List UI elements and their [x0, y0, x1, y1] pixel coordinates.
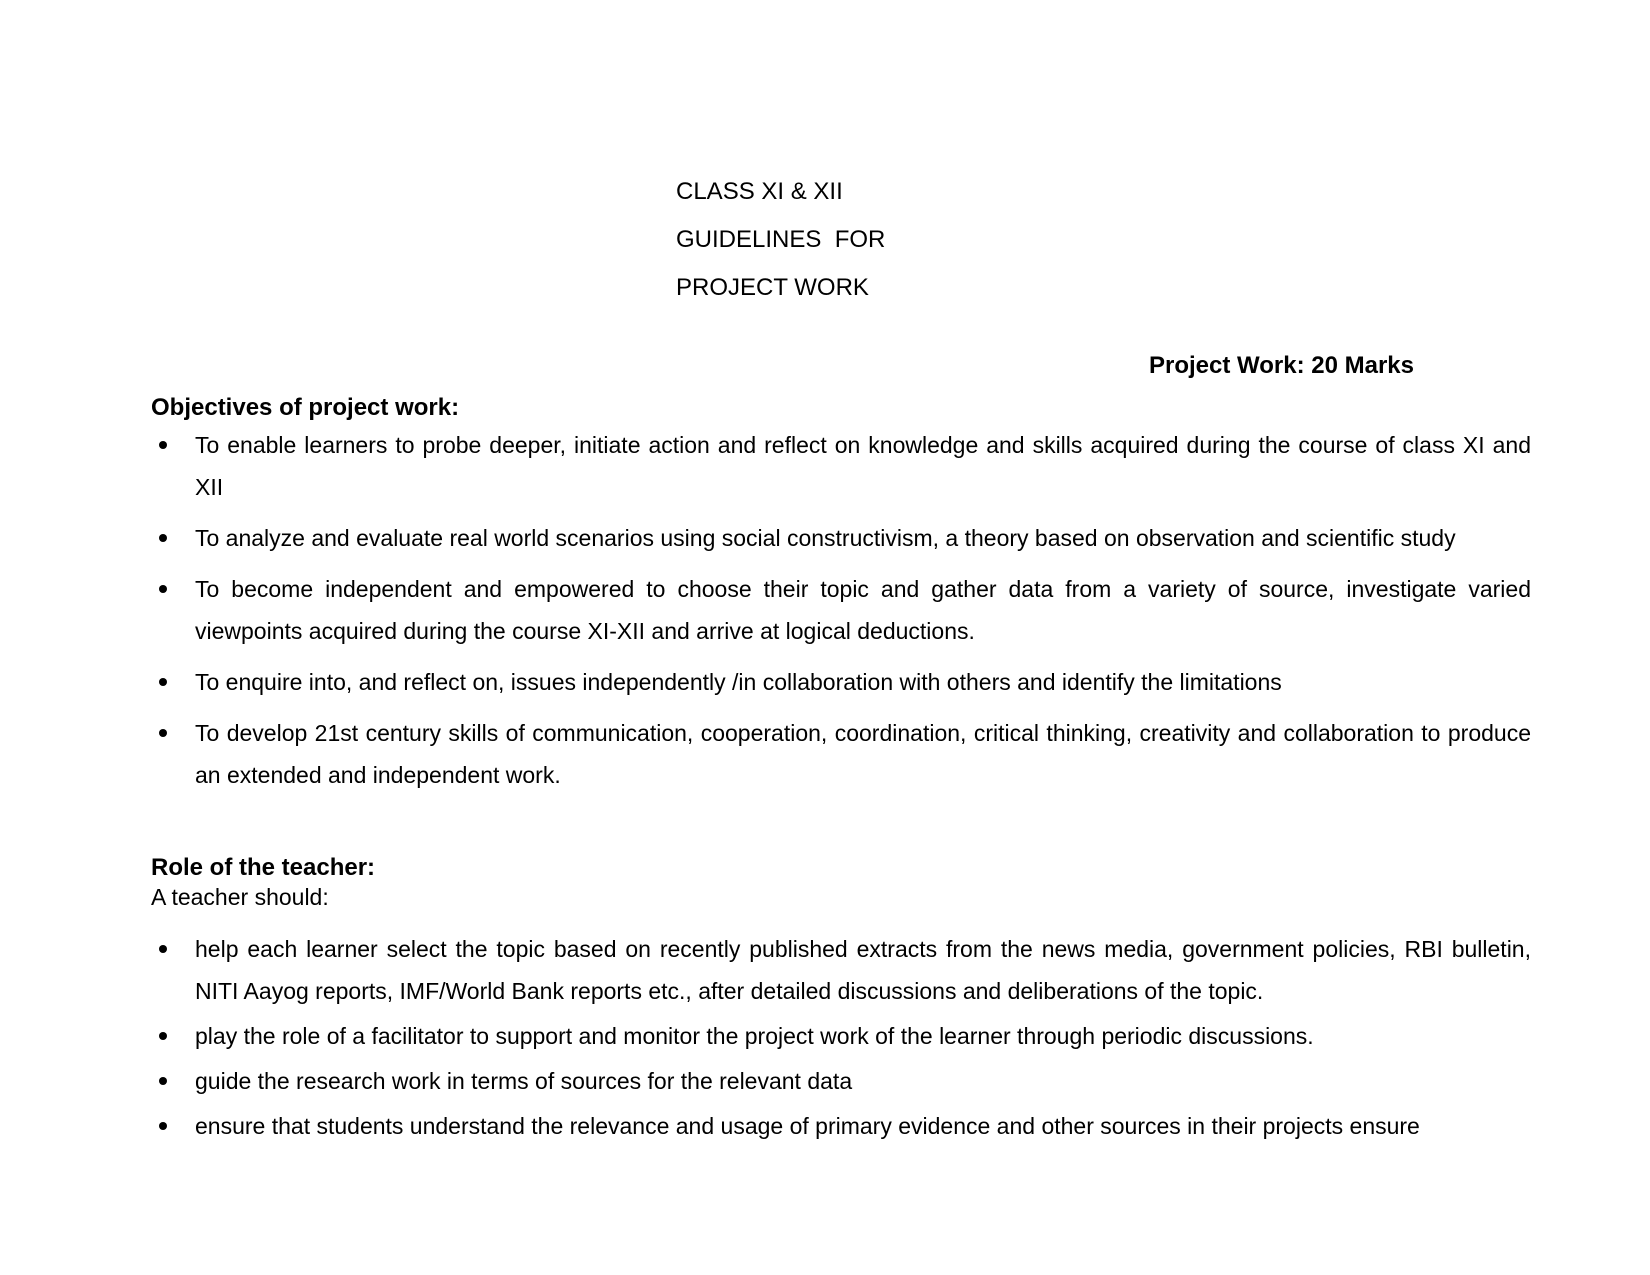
objectives-title: Objectives of project work:: [151, 394, 460, 421]
objective-item: To develop 21st century skills of communication, cooperation, coordination, critical thinking, creativity and collaboration to produce an extended and independent work.: [151, 712, 1531, 796]
objective-item: To analyze and evaluate real world scenarios using social constructivism, a theory based on observation and scientific study: [151, 517, 1531, 559]
teacher-role-intro: A teacher should:: [151, 884, 329, 910]
teacher-role-list: [151, 928, 1531, 1150]
heading-guidelines-line: GUIDELINES FOR: [676, 226, 886, 253]
project-work-marks: Project Work: 20 Marks: [1149, 352, 1414, 379]
heading-project-work-line: PROJECT WORK: [676, 274, 869, 301]
objective-item: To become independent and empowered to choose their topic and gather data from a variety of source, investigate varied viewpoints acquired during the course XI-XII and arrive at logical deductions.: [151, 568, 1531, 652]
objective-item: To enable learners to probe deeper, initiate action and reflect on knowledge and skills acquired during the course of class XI and XII: [151, 424, 1531, 508]
objective-item: To enquire into, and reflect on, issues independently /in collaboration with others and identify the limitations: [151, 661, 1531, 703]
teacher-role-item: play the role of a facilitator to support and monitor the project work of the learner through periodic discussions.: [151, 1015, 1531, 1057]
teacher-role-item: guide the research work in terms of sources for the relevant data: [151, 1060, 1531, 1102]
teacher-role-item: help each learner select the topic based on recently published extracts from the news media, government policies, RBI bulletin, NITI Aayog reports, IMF/World Bank reports etc., after detailed discussions and deliberations of the topic.: [151, 928, 1531, 1012]
heading-class-line: CLASS XI & XII: [676, 178, 843, 205]
teacher-role-item: ensure that students understand the relevance and usage of primary evidence and other sources in their projects ensure: [151, 1105, 1531, 1147]
objectives-list: [151, 424, 1531, 805]
teacher-role-title: Role of the teacher:: [151, 854, 376, 881]
